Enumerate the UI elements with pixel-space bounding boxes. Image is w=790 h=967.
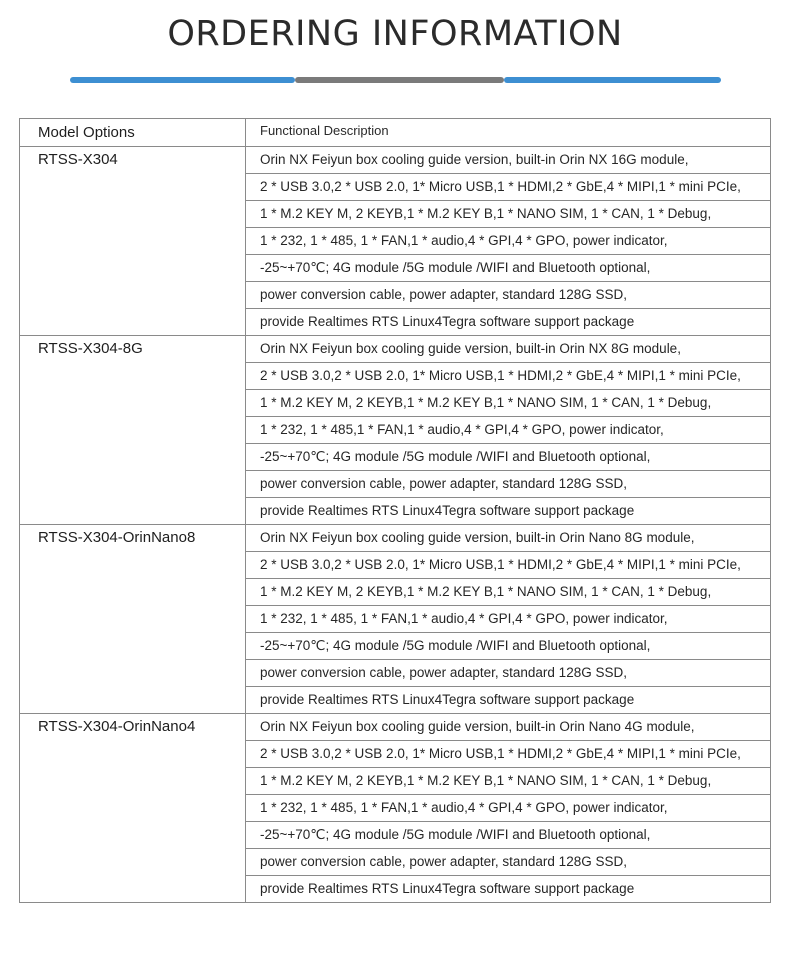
description-line: power conversion cable, power adapter, standard 128G SSD, <box>246 471 770 498</box>
description-line: provide Realtimes RTS Linux4Tegra software support package <box>260 881 635 896</box>
description-line: power conversion cable, power adapter, standard 128G SSD, <box>246 849 770 876</box>
table-row <box>20 147 771 336</box>
header-model-options: Model Options <box>20 119 246 147</box>
description-line: -25~+70℃; 4G module /5G module /WIFI and Bluetooth optional, <box>246 444 770 471</box>
description-line: -25~+70℃; 4G module /5G module /WIFI and Bluetooth optional, <box>246 633 770 660</box>
description-line: Orin NX Feiyun box cooling guide version, built-in Orin Nano 4G module, <box>246 714 770 741</box>
model-name: RTSS-X304-8G <box>20 336 246 525</box>
description-line: 1 * 232, 1 * 485,1 * FAN,1 * audio,4 * GPI,4 * GPO, power indicator, <box>246 417 770 444</box>
description-line: provide Realtimes RTS Linux4Tegra software support package <box>260 314 635 329</box>
table-body <box>20 147 771 903</box>
description-line: 1 * M.2 KEY M, 2 KEYB,1 * M.2 KEY B,1 * NANO SIM, 1 * CAN, 1 * Debug, <box>246 390 770 417</box>
description-line: 2 * USB 3.0,2 * USB 2.0, 1* Micro USB,1 * HDMI,2 * GbE,4 * MIPI,1 * mini PCIe, <box>246 552 770 579</box>
description-line: 1 * M.2 KEY M, 2 KEYB,1 * M.2 KEY B,1 * NANO SIM, 1 * CAN, 1 * Debug, <box>246 579 770 606</box>
description-line: -25~+70℃; 4G module /5G module /WIFI and Bluetooth optional, <box>246 822 770 849</box>
table-row <box>20 336 771 525</box>
table-row <box>20 525 771 714</box>
description-line: -25~+70℃; 4G module /5G module /WIFI and Bluetooth optional, <box>246 255 770 282</box>
page-title: ORDERING INFORMATION <box>167 14 623 54</box>
header-functional-description: Functional Description <box>246 119 771 147</box>
description-line: Orin NX Feiyun box cooling guide version, built-in Orin NX 8G module, <box>246 336 770 363</box>
ordering-table <box>19 118 771 903</box>
model-name: RTSS-X304 <box>20 147 246 336</box>
description-line: provide Realtimes RTS Linux4Tegra software support package <box>260 692 635 707</box>
title-divider <box>70 77 721 83</box>
description-line: 1 * 232, 1 * 485, 1 * FAN,1 * audio,4 * GPI,4 * GPO, power indicator, <box>246 795 770 822</box>
functional-description <box>246 525 771 714</box>
divider-segment-middle <box>295 77 504 83</box>
description-line: Orin NX Feiyun box cooling guide version, built-in Orin Nano 8G module, <box>246 525 770 552</box>
description-line: 2 * USB 3.0,2 * USB 2.0, 1* Micro USB,1 * HDMI,2 * GbE,4 * MIPI,1 * mini PCIe, <box>246 363 770 390</box>
description-line: 2 * USB 3.0,2 * USB 2.0, 1* Micro USB,1 * HDMI,2 * GbE,4 * MIPI,1 * mini PCIe, <box>246 741 770 768</box>
functional-description <box>246 714 771 903</box>
model-name: RTSS-X304-OrinNano8 <box>20 525 246 714</box>
description-line: 1 * 232, 1 * 485, 1 * FAN,1 * audio,4 * GPI,4 * GPO, power indicator, <box>246 606 770 633</box>
description-line: 1 * 232, 1 * 485, 1 * FAN,1 * audio,4 * GPI,4 * GPO, power indicator, <box>246 228 770 255</box>
functional-description <box>246 336 771 525</box>
model-name: RTSS-X304-OrinNano4 <box>20 714 246 903</box>
description-line: Orin NX Feiyun box cooling guide version, built-in Orin NX 16G module, <box>246 147 770 174</box>
divider-segment-right <box>504 77 721 83</box>
description-line: 1 * M.2 KEY M, 2 KEYB,1 * M.2 KEY B,1 * NANO SIM, 1 * CAN, 1 * Debug, <box>246 768 770 795</box>
divider-segment-left <box>70 77 295 83</box>
description-line: 2 * USB 3.0,2 * USB 2.0, 1* Micro USB,1 * HDMI,2 * GbE,4 * MIPI,1 * mini PCIe, <box>246 174 770 201</box>
description-line: 1 * M.2 KEY M, 2 KEYB,1 * M.2 KEY B,1 * NANO SIM, 1 * CAN, 1 * Debug, <box>246 201 770 228</box>
table-header-row <box>20 119 771 147</box>
functional-description <box>246 147 771 336</box>
table-row <box>20 714 771 903</box>
description-line: provide Realtimes RTS Linux4Tegra software support package <box>260 503 635 518</box>
description-line: power conversion cable, power adapter, standard 128G SSD, <box>246 282 770 309</box>
description-line: power conversion cable, power adapter, standard 128G SSD, <box>246 660 770 687</box>
